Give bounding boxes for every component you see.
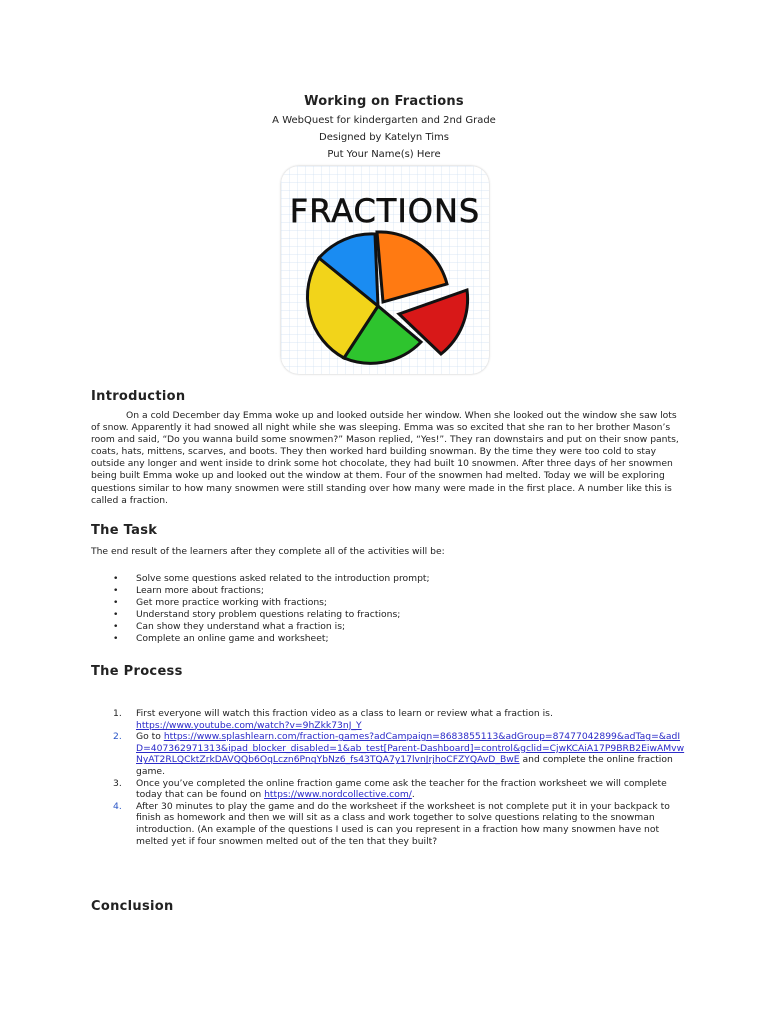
logo-text: FRACTIONS (289, 192, 481, 230)
process-step (91, 778, 687, 801)
process-steps (91, 708, 687, 847)
step-text: Once you’ve completed the online fraction game come ask the teacher for the fraction worksheet we will complete today that can be found on (136, 777, 667, 801)
fractions-pie-chart-icon (281, 166, 489, 374)
task-list (91, 573, 430, 646)
step-text: After 30 minutes to play the game and do the worksheet if the worksheet is not complete put it in your backpack to finish as homework and then we will sit as a class and work together to solve questions relating to the snowman introduction. (An example of the questions I used is can you represent in a fraction how many snowmen have not melted yet if four snowmen melted out of the ten that they built? (136, 800, 670, 847)
names-line: Put Your Name(s) Here (327, 149, 441, 160)
youtube-video-link[interactable]: https://www.youtube.com/watch?v=9hZkk73nJ_Y (136, 719, 362, 731)
page-title: Working on Fractions (304, 94, 464, 109)
list-item: • Learn more about fractions; (91, 585, 430, 597)
step-text: Go to (136, 731, 164, 743)
task-heading: The Task (91, 523, 158, 538)
process-step (91, 801, 687, 847)
step-number: 2. (113, 731, 122, 743)
process-step (91, 708, 687, 731)
introduction-body: On a cold December day Emma woke up and looked outside her window. When she looked out the window she saw lots of snow. Apparently it had snowed all night while she was sleeping. Emma was so excited that she ran to her brother Mason’s room and said, “Do you wanna build some snowmen?” Mason replied, “Yes!”. They ran downstairs and put on their snow pants, coats, hats, mittens, scarves, and boots. They then worked hard building snowman. By the time they were too cold to stay outside any longer and went inside to drink some hot chocolate, they had built 10 snowmen. After three days of her snowmen being built Emma woke up and looked out the window at them. Four of the snowmen had melted. Today we will be exploring questions similar to how many snowmen were still standing over how many were made in the first place. A number like this is called a fraction. (91, 410, 679, 506)
process-step (91, 731, 687, 777)
list-item: • Solve some questions asked related to the introduction prompt; (91, 573, 430, 585)
designer-line: Designed by Katelyn Tims (319, 132, 449, 143)
introduction-heading: Introduction (91, 389, 186, 404)
step-text-after: and complete the online fraction game. (136, 754, 673, 777)
page-subtitle: A WebQuest for kindergarten and 2nd Grade (272, 115, 496, 126)
step-text: First everyone will watch this fraction video as a class to learn or review what a fraction is. (136, 708, 553, 719)
step-number: 1. (113, 708, 122, 719)
splashlearn-game-link[interactable]: https://www.splashlearn.com/fraction-games?adCampaign=8683855113&adGroup=87477042899&adTag=&adID=407362971313&ipad_blocker_disabled=1&ab_test[Parent-Dashboard]=control&gclid=CjwKCAiA17P9BRB2EiwAMvwNyAT2RLQCktZrkDAVQQb6OqLczn6PngYbNz6_fs43TQA7y17lvnJrjhoCFZYQAvD_BwE (136, 731, 685, 766)
list-item: • Complete an online game and worksheet; (91, 633, 430, 645)
list-item: • Understand story problem questions relating to fractions; (91, 609, 430, 621)
list-item: • Can show they understand what a fraction is; (91, 621, 430, 633)
worksheet-link[interactable]: https://www.nordcollective.com/ (264, 789, 412, 801)
step-number: 3. (113, 777, 122, 789)
step-number: 4. (113, 800, 122, 812)
process-heading: The Process (91, 664, 183, 679)
fractions-logo-image (281, 166, 489, 374)
task-intro: The end result of the learners after they complete all of the activities will be: (91, 546, 445, 557)
conclusion-heading: Conclusion (91, 899, 174, 914)
step-text-after: . (411, 789, 415, 801)
list-item: • Get more practice working with fractions; (91, 597, 430, 609)
